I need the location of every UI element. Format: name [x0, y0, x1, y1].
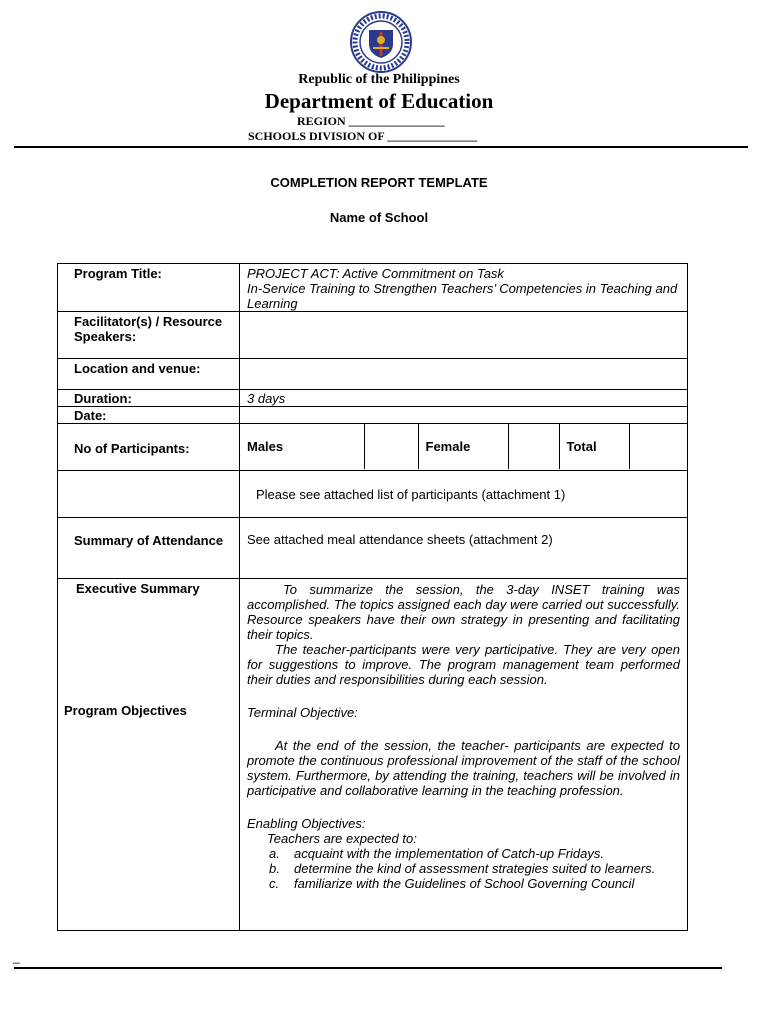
terminal-objective-text: At the end of the session, the teacher- participants are expected to promote the continuous professional improvement of the staff of the school system. Furthermore, by attending the training, teachers will be involved in participative and collaborative learning in the teaching profession.	[247, 738, 680, 798]
list-item: c. familiarize with the Guidelines of School Governing Council	[269, 876, 635, 891]
attendance-row	[58, 518, 688, 579]
program-title-line1: PROJECT ACT: Active Commitment on Task	[247, 266, 504, 281]
program-objectives-label: Program Objectives	[64, 703, 187, 718]
executive-summary-label: Executive Summary	[76, 581, 200, 596]
duration-label: Duration:	[58, 390, 240, 407]
report-table	[57, 263, 688, 931]
summary-row	[58, 579, 688, 931]
males-label: Males	[247, 439, 284, 454]
summary-content	[240, 579, 688, 931]
participants-row	[58, 424, 688, 471]
participants-note-blank	[58, 471, 240, 518]
report-title: COMPLETION REPORT TEMPLATE	[270, 175, 488, 190]
program-title-value	[240, 264, 688, 312]
date-label: Date:	[58, 407, 240, 424]
female-count	[508, 424, 559, 469]
enabling-objectives-intro: Teachers are expected to:	[267, 831, 417, 846]
total-count	[629, 424, 688, 469]
footer-divider	[14, 967, 722, 969]
female-label: Female	[418, 424, 508, 469]
program-title-line2: In-Service Training to Strengthen Teachers’ Competencies in Teaching and Learning	[247, 281, 678, 311]
region-line: REGION ________________	[297, 114, 445, 128]
duration-row	[58, 390, 688, 407]
enabling-objectives-list	[247, 846, 680, 891]
school-name: Name of School	[329, 210, 429, 225]
participants-label: No of Participants:	[58, 424, 240, 471]
list-item: a. acquaint with the implementation of Catch-up Fridays.	[269, 846, 604, 861]
attendance-value: See attached meal attendance sheets (attachment 2)	[240, 518, 688, 579]
division-line: SCHOOLS DIVISION OF _______________	[248, 129, 478, 143]
date-value	[240, 407, 688, 424]
list-item: b. determine the kind of assessment strategies suited to learners.	[269, 861, 656, 876]
summary-labels	[58, 579, 240, 931]
duration-value: 3 days	[240, 390, 688, 407]
attendance-label: Summary of Attendance	[58, 518, 240, 579]
deped-seal	[343, 10, 419, 74]
location-row	[58, 359, 688, 390]
location-value	[240, 359, 688, 390]
program-title-label: Program Title:	[58, 264, 240, 312]
participants-breakdown	[240, 424, 688, 471]
header-divider	[14, 146, 748, 148]
participants-note: Please see attached list of participants (attachment 1)	[240, 471, 688, 518]
summary-paragraph-2: The teacher-participants were very participative. They are very open for suggestions to improve. The program management team performed their duties and responsibilities during each session.	[247, 642, 680, 687]
date-row	[58, 407, 688, 424]
program-title-row	[58, 264, 688, 312]
facilitators-label: Facilitator(s) / Resource Speakers:	[58, 312, 240, 359]
location-label: Location and venue:	[58, 359, 240, 390]
department-heading: Department of Education	[264, 89, 494, 113]
facilitators-row	[58, 312, 688, 359]
males-count	[364, 424, 418, 469]
total-label: Total	[559, 424, 629, 469]
participants-inner-table	[240, 424, 688, 469]
summary-paragraph-1: To summarize the session, the 3-day INSET training was accomplished. The topics assigned each day were carried out successfully. Resource speakers have their own strategy in presenting and facilitating their topics.	[247, 582, 680, 642]
terminal-objective-heading: Terminal Objective:	[247, 705, 358, 720]
enabling-objectives-heading: Enabling Objectives:	[247, 816, 366, 831]
participants-note-row	[58, 471, 688, 518]
facilitators-value	[240, 312, 688, 359]
republic-heading: Republic of the Philippines	[298, 72, 460, 87]
footer-mark: _	[13, 950, 20, 964]
